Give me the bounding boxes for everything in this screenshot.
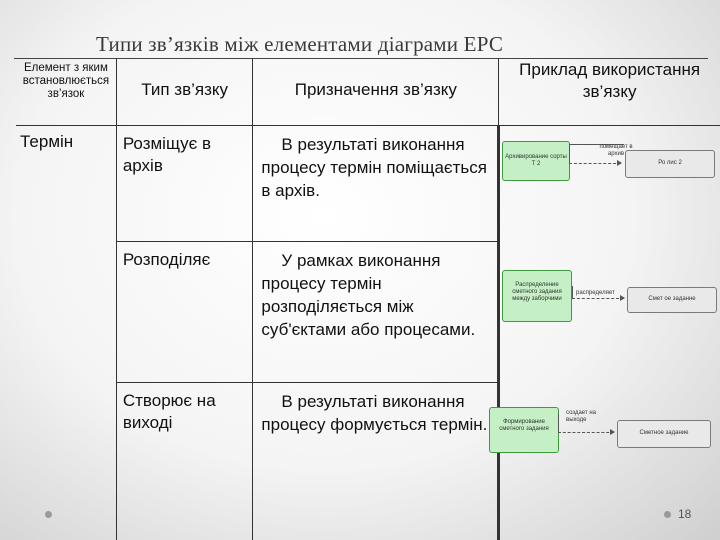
- header-example: Приклад використання зв’язку: [519, 60, 701, 101]
- connector-arrow: [572, 298, 624, 299]
- page-number: 18: [678, 507, 692, 521]
- example-document-label: Смет ое заданне: [648, 296, 696, 302]
- example-relation-label: распределяет: [576, 290, 615, 296]
- example-function-label: Формирование сметного задания: [499, 419, 549, 432]
- connector-line: [558, 414, 559, 432]
- example-function-box: [502, 270, 572, 322]
- table-row: [16, 242, 720, 383]
- connector-arrow: [558, 432, 614, 433]
- example-document-box: [625, 150, 715, 178]
- example-function-box: [489, 407, 559, 453]
- table-row: [16, 126, 720, 242]
- example-document-label: Сметное задание: [639, 430, 689, 436]
- purpose-cell: В результаті виконання процесу формується термін.: [261, 392, 488, 434]
- example-document-box: [627, 287, 717, 313]
- header-type: Тип зв’язку: [141, 80, 229, 99]
- relations-table: [16, 59, 720, 540]
- connector-line: [569, 144, 570, 164]
- connector-line: [572, 286, 573, 298]
- example-function-label: Архивирование сорты Т 2: [505, 154, 567, 167]
- example-relation-label: создает на выходе: [566, 410, 596, 423]
- decorative-dot-left: [45, 511, 52, 518]
- type-cell: Розміщує в архів: [116, 126, 253, 242]
- connector-arrow: [569, 163, 621, 164]
- purpose-cell: В результаті виконання процесу термін поміщається в архів.: [261, 135, 487, 200]
- type-cell: Створює на виході: [116, 383, 253, 540]
- decorative-dot-right: [664, 511, 671, 518]
- type-cell: Розподіляє: [116, 242, 253, 383]
- example-document-label: Ро лис 2: [658, 160, 682, 166]
- term-cell: Термін: [16, 126, 116, 540]
- example-function-label: Распределение сметного задания между заборчими: [512, 282, 562, 302]
- header-element: Елемент з яким встановлюється зв’язок: [22, 62, 110, 100]
- slide-title: Типи зв’язків між елементами діаграми ЕРС: [96, 32, 504, 56]
- table-header-row: [16, 59, 720, 126]
- header-purpose: Призначення зв’язку: [294, 80, 457, 99]
- example-document-box: [617, 420, 711, 448]
- example-relation-label: помещает в архив: [599, 144, 633, 157]
- purpose-cell: У рамках виконання процесу термін розподіляється між суб'єктами або процесами.: [261, 251, 476, 339]
- example-function-box: [502, 141, 570, 181]
- table-row: [16, 383, 720, 540]
